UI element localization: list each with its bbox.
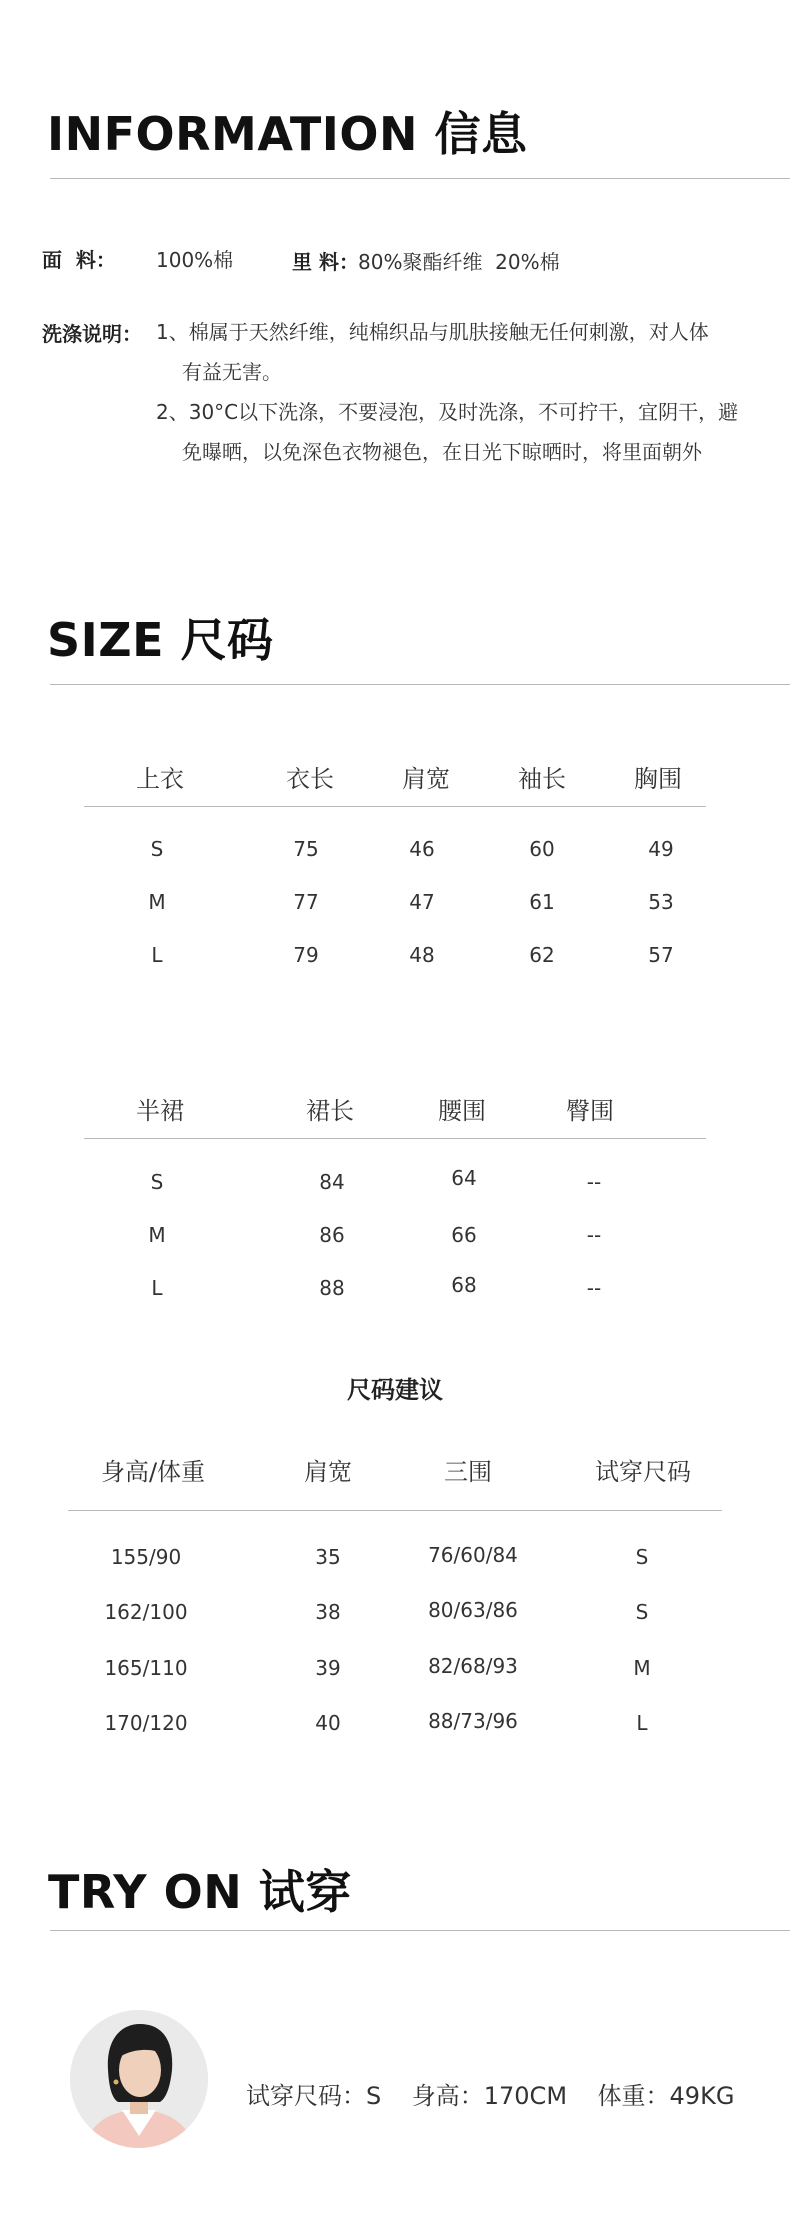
wash-line-1: 1、棉属于天然纤维，纯棉织品与肌肤接触无任何刺激，对人体: [156, 320, 709, 344]
fabric-label: 面 料：: [42, 248, 116, 272]
top-cell: 60: [529, 837, 555, 861]
advice-cell: 165/110: [104, 1656, 188, 1680]
advice-header-try-size: 试穿尺码: [595, 1458, 691, 1486]
info-title: INFORMATION 信息: [47, 107, 528, 161]
skirt-header-length: 裙长: [306, 1097, 354, 1125]
fabric-value: 100%棉: [156, 248, 234, 272]
top-cell: S: [150, 837, 164, 861]
wash-line-2: 有益无害。: [182, 360, 282, 384]
top-cell: 61: [529, 890, 555, 914]
top-cell: L: [151, 943, 163, 967]
advice-cell: 40: [315, 1711, 341, 1735]
wash-label: 洗涤说明：: [42, 322, 142, 346]
skirt-cell: S: [150, 1170, 164, 1194]
advice-header-measurements: 三围: [444, 1458, 492, 1486]
advice-title: 尺码建议: [347, 1376, 443, 1404]
skirt-cell: 64: [451, 1166, 477, 1190]
advice-cell: L: [636, 1711, 648, 1735]
size-divider: [50, 684, 790, 685]
advice-cell: 82/68/93: [428, 1654, 518, 1678]
advice-table-divider: [68, 1510, 722, 1511]
advice-cell: 88/73/96: [428, 1709, 518, 1733]
lining-value: 80%聚酯纤维 20%棉: [358, 250, 560, 274]
info-divider: [50, 178, 790, 179]
skirt-cell: 86: [319, 1223, 345, 1247]
top-cell: 62: [529, 943, 555, 967]
advice-cell: 162/100: [104, 1600, 188, 1624]
top-cell: 48: [409, 943, 435, 967]
skirt-cell: --: [586, 1276, 602, 1300]
advice-cell: 39: [315, 1656, 341, 1680]
skirt-cell: --: [586, 1170, 602, 1194]
advice-cell: S: [635, 1600, 649, 1624]
wash-line-4: 免曝晒，以免深色衣物褪色，在日光下晾晒时，将里面朝外: [182, 440, 702, 464]
advice-cell: S: [635, 1545, 649, 1569]
model-portrait-icon: [70, 2010, 208, 2148]
advice-cell: M: [633, 1656, 651, 1680]
advice-cell: 170/120: [104, 1711, 188, 1735]
avatar: [70, 2010, 208, 2148]
top-cell: 53: [648, 890, 674, 914]
top-table-divider: [84, 806, 706, 807]
top-header-category: 上衣: [136, 765, 184, 793]
advice-cell: 80/63/86: [428, 1598, 518, 1622]
top-cell: 47: [409, 890, 435, 914]
skirt-cell: L: [151, 1276, 163, 1300]
top-cell: 46: [409, 837, 435, 861]
top-header-chest: 胸围: [634, 765, 682, 793]
top-cell: M: [148, 890, 166, 914]
top-header-sleeve: 袖长: [518, 765, 566, 793]
tryon-divider: [50, 1930, 790, 1931]
top-cell: 75: [293, 837, 319, 861]
top-cell: 49: [648, 837, 674, 861]
top-header-length: 衣长: [286, 765, 334, 793]
top-cell: 79: [293, 943, 319, 967]
advice-header-shoulder: 肩宽: [304, 1458, 352, 1486]
skirt-cell: 66: [451, 1223, 477, 1247]
skirt-cell: 68: [451, 1273, 477, 1297]
skirt-header-category: 半裙: [136, 1097, 184, 1125]
skirt-header-hip: 臀围: [566, 1097, 614, 1125]
advice-cell: 38: [315, 1600, 341, 1624]
top-cell: 57: [648, 943, 674, 967]
tryon-info: 试穿尺码：S 身高：170CM 体重：49KG: [246, 2082, 735, 2110]
skirt-cell: 88: [319, 1276, 345, 1300]
wash-line-3: 2、30°C以下洗涤，不要浸泡，及时洗涤，不可拧干，宜阴干，避: [156, 400, 739, 424]
skirt-header-waist: 腰围: [438, 1097, 486, 1125]
size-title: SIZE 尺码: [47, 613, 274, 667]
advice-cell: 76/60/84: [428, 1543, 518, 1567]
tryon-title: TRY ON 试穿: [48, 1865, 352, 1919]
advice-cell: 155/90: [110, 1545, 182, 1569]
skirt-table-divider: [84, 1138, 706, 1139]
skirt-cell: M: [148, 1223, 166, 1247]
advice-header-height-weight: 身高/体重: [100, 1458, 206, 1486]
skirt-cell: --: [586, 1223, 602, 1247]
skirt-cell: 84: [319, 1170, 345, 1194]
lining-label: 里 料：: [292, 250, 359, 274]
top-cell: 77: [293, 890, 319, 914]
advice-cell: 35: [315, 1545, 341, 1569]
top-header-shoulder: 肩宽: [402, 765, 450, 793]
